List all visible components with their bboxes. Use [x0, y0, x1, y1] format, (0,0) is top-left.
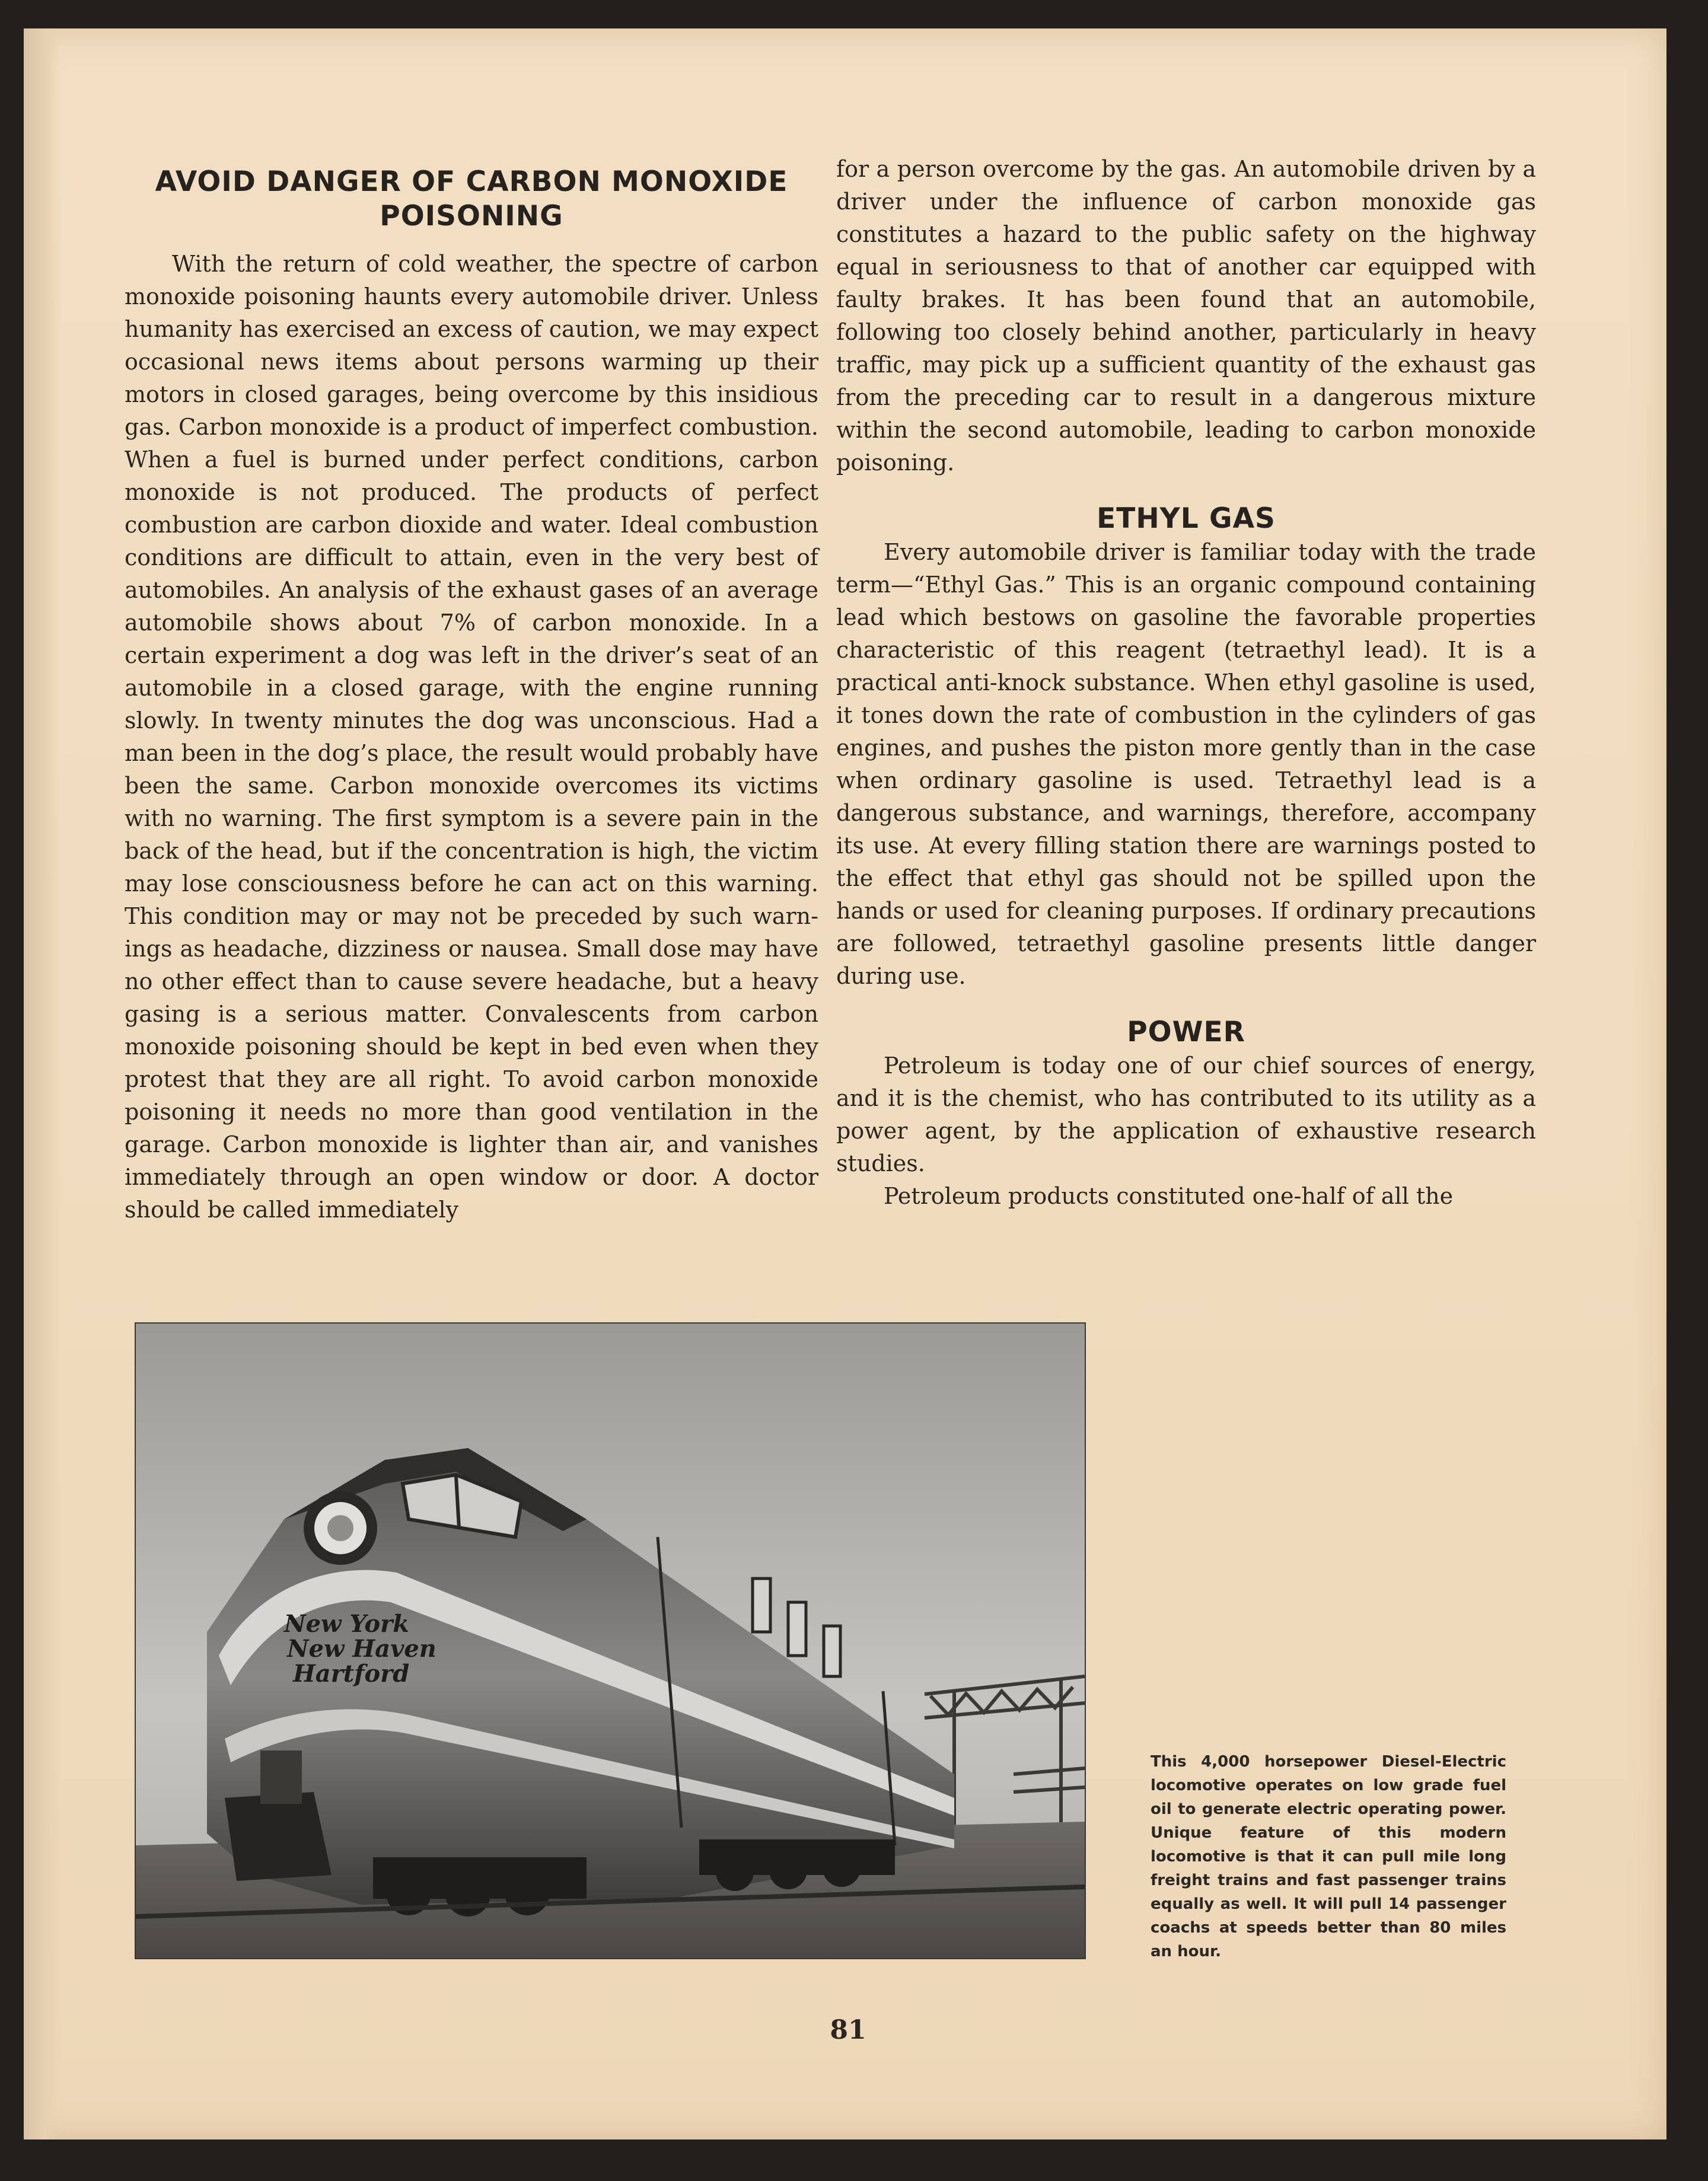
section-heading-ethyl-gas: ETHYL GAS — [1097, 502, 1276, 535]
power-paragraph-1: Petroleum is today one of our chief sources of energy, and it is the chemist, who has contributed to its utility as a power agent, by the application of exhaustive research studies. — [836, 1053, 1536, 1176]
article-heading-carbon-monoxide: AVOID DANGER OF CARBON MONOXIDE POISONING — [155, 165, 788, 232]
carbon-monoxide-paragraph: With the return of cold weather, the spectre of carbon monoxide poisoning haunts every automobile driver. Unless humanity has exercised an excess of caution, we may expect occasional news items about persons warming up their motors in closed garages, being overcome by this insidious gas. Carbon monoxide is a product of imperfect combustion. When a fuel is burned under perfect conditions, carbon monoxide is not produced. The products of perfect combustion are carbon dioxide and water. Ideal combustion conditions are difficult to attain, even in the very best of automobiles. An analysis of the exhaust gases of an average automobile shows about 7% of carbon monoxide. In a certain experiment a dog was left in the driver’s seat of an automobile in a closed garage, with the engine running slowly. In twenty minutes the dog was unconscious. Had a man been in the dog’s place, the result would probably have been the same. Carbon monoxide overcomes its victims with no warning. The first symptom is a severe pain in the back of the head, but if the concentration is high, the victim may lose consciousness before he can act on this warning. This condition may or may not be preceded by such warnings as headache, dizziness or nausea. Small dose may have no other effect than to cause severe headache, but a heavy gasing is a serious matter. Convalescents from carbon monoxide poisoning should be kept in bed even when they protest that they are all right. To avoid carbon monoxide poisoning it needs no more than good ventilation in the garage. Carbon monoxide is lighter than air, and vanishes immediately through an open window or door. A doctor should be called immediately — [125, 251, 818, 1223]
locomotive-photo — [135, 1322, 1086, 1959]
left-column — [125, 153, 818, 1226]
page-number: 81 — [830, 2015, 866, 2045]
page-gutter — [24, 28, 59, 2139]
locomotive-illustration — [136, 1324, 1085, 1958]
section-heading-power: POWER — [1127, 1016, 1245, 1048]
power-paragraph-2: Petroleum products constituted one-half of all the — [884, 1183, 1454, 1209]
logo-line-1: New York — [284, 1610, 409, 1638]
logo-line-3: Hartford — [293, 1660, 410, 1688]
photo-caption: This 4,000 horsepower Diesel-Electric locomotive operates on low grade fuel oil to generate electric operating power. Unique feature of this modern locomotive is that it can pull mile long freight trains and fast passenger trains equally as well. It will pull 14 passenger coachs at speeds better than 80 miles an hour. — [1151, 1753, 1506, 1960]
ethyl-gas-paragraph: Every automobile driver is familiar today with the trade term—“Ethyl Gas.” This is an organic compound containing lead which bestows on gasoline the favorable properties characteristic of this reagent (tetraethyl lead). It is a practical anti-knock substance. When ethyl gasoline is used, it tones down the rate of combustion in the cylinders of gas engines, and pushes the piston more gently than in the case when ordinary gasoline is used. Tetraethyl lead is a dangerous substance, and warnings, therefore, accompany its use. At every filling station there are warnings posted to the effect that ethyl gas should not be spilled upon the hands or used for cleaning purposes. If ordinary precautions are followed, tetraethyl gasoline presents little danger during use. — [836, 539, 1536, 989]
right-column — [836, 153, 1536, 1213]
logo-line-2: New Haven — [287, 1635, 436, 1663]
book-page — [24, 28, 1666, 2139]
carbon-monoxide-continuation: for a person overcome by the gas. An automobile driven by a driver under the influence of carbon monoxide gas constitutes a hazard to the public safety on the highway equal in seriousness to that of another car equipped with faulty brakes. It has been found that an automobile, following too closely behind another, particularly in heavy traffic, may pick up a sufficient quantity of the exhaust gas from the preceding car to result in a dangerous mixture within the second automobile, leading to carbon monoxide poisoning. — [836, 156, 1536, 476]
